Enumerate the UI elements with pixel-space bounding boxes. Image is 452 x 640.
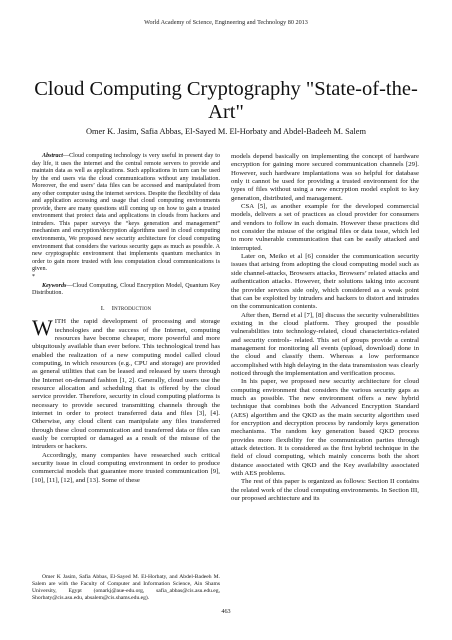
right-paragraph-1: CSA [5], as another example for the developed commercial models, delivers a set of practices as cloud provider for consumers and vendors to follow in each domain. However these practices did not consider the misuse of the original files or data issue, which led to more vulnerable communication that can be easily attacked and interrupted. bbox=[231, 203, 419, 252]
keywords-text: —Cloud Computing, Cloud Encryption Model, Quantum Key Distribution. bbox=[32, 282, 220, 297]
abstract-asterisk: * bbox=[32, 273, 35, 280]
right-paragraph-5: The rest of this paper is organized as follows: Section II contains the related work of the cloud computing environments. In Section III, our proposed architecture and its bbox=[231, 478, 419, 503]
right-paragraph-3: After then, Bernd et al [7], [8] discuss the security vulnerabilities existing in the cloud platform. They grouped the possible vulnerabilities into technology-related, cloud characteristics-related and security controls- related. This set of groups provide a central management for monitoring all events (upload, download) done in the cloud and classify them. Whereas a low performance accomplished with high delaying in the data transmission was clearly noticed through the implementation and verification process. bbox=[231, 311, 419, 377]
keywords bbox=[32, 283, 220, 298]
right-paragraph-0: models depend basically on implementing the concept of hardware encryption for gaining more secured communication channels [29]. However, such hardware implantations was so helpful for database only it cannot be used for providing a trusted environment for the types of files without using a new encryption model exploit to key generation, distributed, and management. bbox=[231, 153, 419, 202]
right-column bbox=[231, 153, 419, 503]
section-number: I. bbox=[100, 304, 105, 312]
author-footnote bbox=[32, 574, 220, 602]
abstract-label: Abstract bbox=[42, 153, 63, 159]
intro-paragraph-1 bbox=[32, 315, 220, 452]
drop-cap: W bbox=[32, 315, 53, 341]
keywords-label: Keywords bbox=[42, 282, 67, 289]
section-heading-introduction bbox=[32, 305, 220, 313]
abstract-text: —Cloud computing technology is very useful in present day to day life, it uses the internet and the central remote servers to provide and maintain data as well as applications. Such applications in turn can be used by the end users via the cloud communications without any installation. Moreover, the end users’ data files can be accessed and manipulated from any other computer using the internet services. Despite the flexibility of data and application accessing and usage that cloud computing environments provide, there are many questions still coming up on how to gain a trusted environment that protect data and applications in clouds from hackers and intruders. This paper surveys the “keys generation and management” mechanism and encryption/decryption algorithms used in cloud computing environments, We proposed new security architecture for cloud computing environment that considers the various security gaps as much as possible. A new cryptographic environment that implements quantum mechanics in order to gain more trusted with less computation cloud communications is given. bbox=[32, 153, 220, 273]
author-list: Omer K. Jasim, Safia Abbas, El-Sayed M. El-Horbaty and Abdel-Badeeh M. Salem bbox=[85, 127, 367, 136]
running-header: World Academy of Science, Engineering and Technology 80 2013 bbox=[144, 19, 308, 26]
section-title: Introduction bbox=[111, 304, 152, 312]
right-paragraph-2: Later on, Meiko et al [6] consider the communication security issues that arising from adopting the cloud computing model such as side channel-attacks, Browsers attacks, Browsers’ related attacks and authentication attacks. However, their solutions taking into account the provider services side only, which considered as a weak point that can be exploited by intruders and hackers to distort and intrudes on the communication contents. bbox=[231, 253, 419, 311]
abstract bbox=[32, 153, 220, 274]
intro-paragraph-2: Accordingly, many companies have researched such critical security issue in cloud computing environment in order to produce commercial models that guarantee more trusted communication [9], [10], [11], [12], and [13]. Some of these bbox=[32, 451, 220, 484]
footnote-text: Omer K Jasim, Safia Abbas, El-Sayed M. El-Horbaty, and Abdel-Badeeh M. Salem are with the Faculty of Computer and Information Science, Ain Shams University, Egypt (omarkj@aue-edu.org, safia_abbas@cis.asu.edu.eg, Shorbaty@cis.asu.edu, absalem@cis.shams.edu.eg). bbox=[32, 574, 220, 601]
intro-paragraph-1-text: ITH the rapid development of processing and storage technologies and the success of the Internet, computing resources have become cheaper, more powerful and more ubiquitously available than ever before. This technological trend has enabled the realization of a new computing model called cloud computing, in which resources (e.g., CPU and storage) are provided as general utilities that can be leased and released by users through the Internet on-demand fashion [1, 2]. Generally, cloud users use the resource allocation and scheduling that is offered by the cloud service provider. Therefore, security in cloud computing platforms is necessary to provide secured transmitting channels through the internet in order to protect transferred data and files [3], [4]. Otherwise, any cloud client can manipulate any files transferred through these cloud communication and transferred data or files can easily be corrupted or damaged as a result of the misuse of the intruders or hackers. bbox=[32, 318, 220, 451]
paper-title: Cloud Computing Cryptography "State-of-the-Art" bbox=[34, 78, 418, 123]
left-column bbox=[32, 153, 220, 485]
page-number: 463 bbox=[221, 608, 231, 615]
right-paragraph-4: In his paper, we proposed new security architecture for cloud computing environment that considers the various security gaps as much as possible. The new environment offers a new hybrid technique that combines both the Advanced Encryption Standard (AES) algorithm and the QKD as the main security algorithm used for encryption and decryption process by randomly keys generation mechanisms. The random key generation based QKD process provides more flexibility for the communication parties through attack detection. It is considered as the first hybrid technique in the field of cloud computing, which mainly concerns both the short distance associated with QKD and the Key availability associated with AES problems. bbox=[231, 378, 419, 478]
